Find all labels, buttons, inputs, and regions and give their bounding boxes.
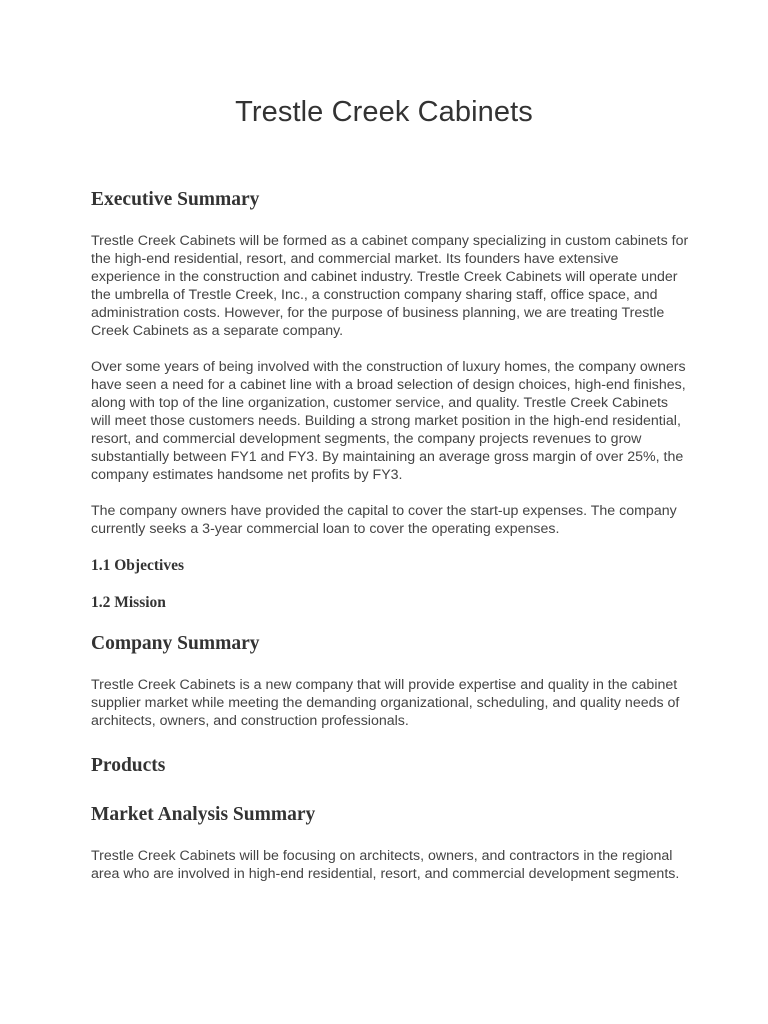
market-analysis-section (91, 803, 691, 883)
executive-summary-paragraph-3: The company owners have provided the capital to cover the start-up expenses. The company currently seeks a 3-year commercial loan to cover the operating expenses. (91, 503, 677, 537)
market-analysis-paragraph: Trestle Creek Cabinets will be focusing on architects, owners, and contractors in the regional area who are involved in high-end residential, resort, and commercial development segments. (91, 848, 680, 882)
company-summary-heading: Company Summary (91, 633, 260, 654)
document-body (91, 188, 691, 883)
market-analysis-heading: Market Analysis Summary (91, 804, 316, 825)
executive-summary-section (91, 188, 691, 613)
company-summary-paragraph: Trestle Creek Cabinets is a new company that will provide expertise and quality in the cabinet supplier market while meeting the demanding organizational, scheduling, and quality needs of architects, owners, and construction professionals. (91, 677, 680, 729)
document-title: Trestle Creek Cabinets (235, 96, 533, 128)
products-section (91, 754, 691, 778)
executive-summary-paragraph-2: Over some years of being involved with the construction of luxury homes, the company owners have seen a need for a cabinet line with a broad selection of design choices, high-end finishes, along with top of the line organization, customer service, and quality. Trestle Creek Cabinets will meet those customers needs. Building a strong market position in the high-end residential, resort, and commercial development segments, the company projects revenues to grow substantially between FY1 and FY3. By maintaining an average gross margin of over 25%, the company estimates handsome net profits by FY3. (91, 359, 686, 483)
executive-summary-paragraph-1: Trestle Creek Cabinets will be formed as a cabinet company specializing in custom cabinets for the high-end residential, resort, and commercial market. Its founders have extensive experience in the construction and cabinet industry. Trestle Creek Cabinets will operate under the umbrella of Trestle Creek, Inc., a construction company sharing staff, office space, and administration costs. However, for the purpose of business planning, we are treating Trestle Creek Cabinets as a separate company. (91, 233, 689, 339)
company-summary-section (91, 632, 691, 730)
executive-summary-heading: Executive Summary (91, 189, 260, 210)
mission-heading: 1.2 Mission (91, 594, 166, 611)
products-heading: Products (91, 755, 166, 776)
objectives-heading: 1.1 Objectives (91, 557, 184, 574)
